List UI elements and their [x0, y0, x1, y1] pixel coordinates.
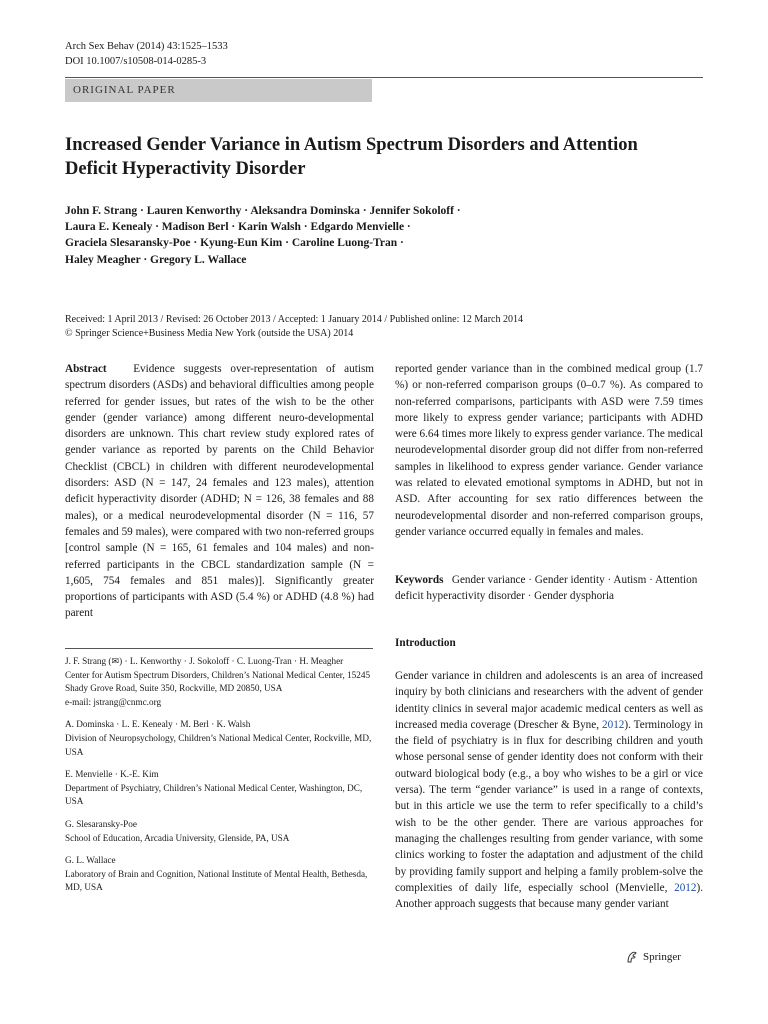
publisher-footer — [625, 950, 681, 964]
abstract-text-left: Evidence suggests over-representation of autism spectrum disorders (ASDs) and behavioral difficulties among people referred for gender issues, but rates of the wish to be the other gender (gender variance) among different neuro-developmental disorders are unknown. This chart review study explored rates of gender variance as reported by parents on the Child Behavior Checklist (CBCL) in children with different neurodevelopmental disorders: ASD (N = 147, 24 females and 123 males), attention deficit hyperactivity disorder (ADHD; N = 126, 38 females and 88 males), or a medical neurodevelopmental disorder (N = 116, 57 females and 59 males), were compared with two non-referred groups [control sample (N = 165, 61 females and 104 males) and non-referred participants in the CBCL standardization sample (N = 1,605, 754 females and 851 males)]. Significantly greater proportions of participants with ASD (5.4 %) or ADHD (4.8 %) had parent — [65, 363, 375, 620]
author-list — [65, 203, 585, 268]
author-line[interactable]: Haley Meagher · Gregory L. Wallace — [65, 253, 247, 266]
journal-citation: Arch Sex Behav (2014) 43:1525–1533 — [65, 41, 228, 52]
journal-header — [65, 39, 228, 69]
introduction-heading: Introduction — [395, 637, 456, 649]
keywords — [395, 572, 703, 605]
affiliation-names: A. Dominska · L. E. Kenealy · M. Berl · K. Walsh — [65, 719, 251, 730]
author-line[interactable]: Laura E. Kenealy · Madison Berl · Karin Walsh · Edgardo Menvielle · — [65, 221, 411, 234]
doi: DOI 10.1007/s10508-014-0285-3 — [65, 56, 207, 67]
affiliation-rule — [65, 648, 373, 649]
abstract-left-column — [65, 361, 374, 622]
affiliation-line: Center for Autism Spectrum Disorders, Children’s National Medical Center, 15245 Shady Grove Road, Suite 350, Rockville, MD 20850, USA — [65, 669, 371, 694]
affiliation-block — [65, 768, 373, 809]
abstract-right-column: reported gender variance than in the combined medical group (1.7 %) or non-referred comparison groups (0–0.7 %). As compared to non-referred comparisons, participants with ASD were 7.59 times more likely to express gender variance; participants with ADHD were 6.64 times more likely to express gender variance. The medical neurodevelopmental disorder group did not differ from non-referred samples in likelihood to express gender variance. Gender variance was related to elevated emotional symptoms in ADHD, but not in ASD. After accounting for sex ratio differences between the neurodevelopmental disorder and non-referred comparison groups, gender variance occurred equally in females and males. — [395, 363, 703, 538]
author-line[interactable]: Graciela Slesaransky-Poe · Kyung-Eun Kim · Caroline Luong-Tran · — [65, 237, 404, 250]
affiliation-block — [65, 718, 373, 759]
history-dates: Received: 1 April 2013 / Revised: 26 October 2013 / Accepted: 1 January 2014 / Published online: 12 March 2014 — [65, 314, 523, 325]
affiliation-block — [65, 818, 373, 845]
header-rule — [65, 77, 703, 78]
affiliation-line: Department of Psychiatry, Children’s National Medical Center, Washington, DC, USA — [65, 782, 363, 807]
article-type-badge: ORIGINAL PAPER — [65, 79, 372, 102]
author-line[interactable]: John F. Strang · Lauren Kenworthy · Aleksandra Dominska · Jennifer Sokoloff · — [65, 205, 461, 217]
affiliation-names: G. L. Wallace — [65, 855, 116, 866]
keywords-label: Keywords — [395, 574, 444, 586]
citation-link[interactable]: 2012 — [674, 881, 697, 894]
affiliations — [65, 655, 373, 904]
affiliation-block — [65, 854, 373, 895]
affiliation-email[interactable]: e-mail: jstrang@cnmc.org — [65, 696, 162, 707]
affiliation-line: Division of Neuropsychology, Children’s National Medical Center, Rockville, MD, USA — [65, 732, 372, 757]
publisher-name: Springer — [643, 951, 681, 963]
springer-horse-icon — [625, 950, 639, 964]
abstract-label: Abstract — [65, 363, 107, 375]
copyright: © Springer Science+Business Media New York (outside the USA) 2014 — [65, 328, 354, 339]
article-history — [65, 313, 523, 341]
affiliation-names: E. Menvielle · K.-E. Kim — [65, 769, 159, 780]
intro-text: Gender variance in children and adolescents is an area of increased inquiry by both clinicians and researchers with the advent of gender identity clinics in several major academic medical centers as well as increased media coverage (Drescher & Byne, — [395, 670, 703, 731]
affiliation-line: Laboratory of Brain and Cognition, National Institute of Mental Health, Bethesda, MD, USA — [65, 868, 368, 893]
affiliation-names: J. F. Strang (✉) · L. Kenworthy · J. Sokoloff · C. Luong-Tran · H. Meagher — [65, 656, 344, 666]
intro-text: ). Terminology in the field of psychiatry is in flux for describing children and youth whose personal sense of gender identity does not conform with their outward biological body (e.g., a boy who wishes to be a girl or vice versa). The term “gender variance” is used in a range of contexts, but in this article we use the term to refer specifically to a child’s wish to be the other gender. There are various approaches for managing the challenges resulting from gender variance, with some clinics working to foster the adaptation and adjustment of the child by providing family support and helping a family problem-solve the complexities of daily life, especially school (Menvielle, — [395, 718, 703, 894]
keywords-text: Gender variance · Gender identity · Autism · Attention deficit hyperactivity disorder · Gender dysphoria — [395, 574, 698, 603]
article-title: Increased Gender Variance in Autism Spectrum Disorders and Attention Deficit Hyperactivity Disorder — [65, 135, 638, 179]
citation-link[interactable]: 2012 — [602, 718, 625, 731]
affiliation-line: School of Education, Arcadia University, Glenside, PA, USA — [65, 832, 290, 843]
intro-text: ). Another approach suggests that because many gender variant — [395, 881, 703, 911]
affiliation-block — [65, 655, 373, 709]
introduction-paragraph — [395, 668, 703, 912]
affiliation-names: G. Slesaransky-Poe — [65, 818, 137, 829]
